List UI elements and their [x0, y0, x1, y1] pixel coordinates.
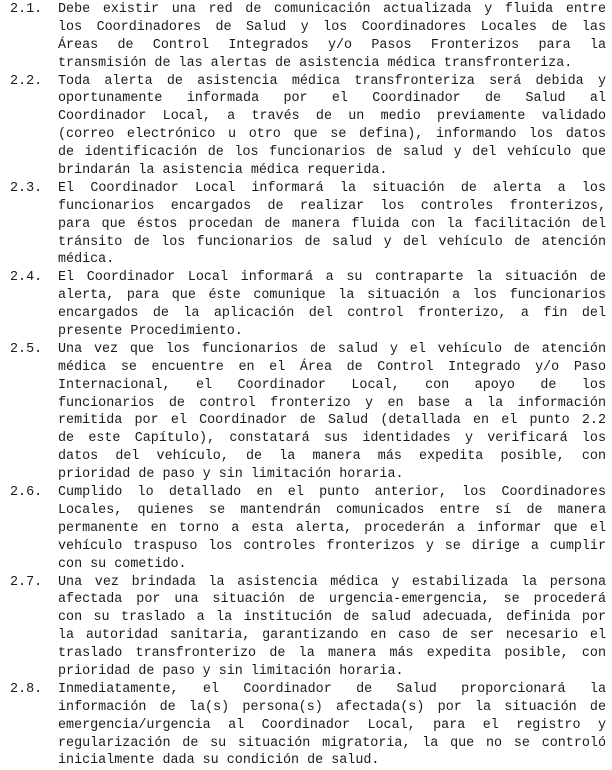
paragraph-number: 2.5.	[10, 341, 43, 357]
paragraph-line: remitida por el Coordinador de Salud (detallada en el punto 2.2	[58, 413, 606, 429]
numbered-paragraph	[0, 73, 612, 180]
paragraph-line: de este Capítulo), constatará sus identidades y verificará los	[58, 431, 606, 447]
paragraph-number: 2.4.	[10, 270, 43, 286]
paragraph-line: Coordinador Local, a través de un medio previamente validado	[58, 109, 606, 125]
paragraph-line: transmisión de las alertas de asistencia médica transfronteriza.	[58, 55, 573, 71]
paragraph-line: Internacional, el Coordinador Local, con apoyo de los	[58, 377, 606, 393]
paragraph-line: El Coordinador Local informará la situación de alerta a los	[58, 180, 606, 196]
paragraph-number: 2.2.	[10, 73, 43, 89]
paragraph-number: 2.3.	[10, 180, 43, 196]
paragraph-body	[58, 180, 606, 269]
paragraph-number: 2.7.	[10, 574, 43, 590]
paragraph-line: con su cometido.	[58, 556, 187, 572]
paragraph-line: Toda alerta de asistencia médica transfronteriza será debida y	[58, 73, 606, 89]
numbered-paragraph	[0, 341, 612, 484]
paragraph-line: permanente en torno a esta alerta, procederán a informar que el	[58, 520, 606, 536]
paragraph-line: afectada por una situación de urgencia-emergencia, se procederá	[58, 592, 606, 608]
paragraph-number: 2.6.	[10, 485, 43, 501]
paragraph-line: prioridad de paso y sin limitación horaria.	[58, 467, 404, 483]
paragraph-body	[58, 341, 606, 484]
paragraph-line: presente Procedimiento.	[58, 324, 243, 340]
paragraph-line: prioridad de paso y sin limitación horaria.	[58, 663, 404, 679]
paragraph-line: para que éstos procedan de manera fluida con la facilitación del	[58, 216, 606, 232]
paragraph-body	[58, 73, 606, 180]
paragraph-line: inicialmente dada su condición de salud.	[58, 753, 380, 769]
paragraph-line: de identificación de los funcionarios de salud y del vehículo que	[58, 145, 606, 161]
paragraph-line: El Coordinador Local informará a su contraparte la situación de	[58, 270, 606, 286]
paragraph-number: 2.8.	[10, 681, 43, 697]
numbered-paragraph	[0, 1, 612, 73]
numbered-paragraph	[0, 180, 612, 269]
paragraph-line: regularización de su situación migratoria, la que no se controló	[58, 735, 606, 751]
paragraph-line: médica.	[58, 252, 115, 268]
paragraph-line: alerta, para que éste comunique la situación a los funcionarios	[58, 288, 606, 304]
paragraph-line: emergencia/urgencia al Coordinador Local, para el registro y	[58, 717, 606, 733]
paragraph-line: Áreas de Control Integrados y/o Pasos Fronterizos para la	[58, 37, 606, 53]
numbered-paragraph	[0, 269, 612, 341]
paragraph-line: Cumplido lo detallado en el punto anterior, los Coordinadores	[58, 485, 606, 501]
paragraph-line: médica se encuentre en el Área de Control Integrado y/o Paso	[58, 359, 606, 375]
paragraph-body	[58, 269, 606, 341]
paragraph-line: Una vez que los funcionarios de salud y el vehículo de atención	[58, 341, 606, 357]
paragraph-line: funcionarios de control fronterizo y en base a la información	[58, 395, 606, 411]
paragraph-body	[58, 1, 606, 73]
numbered-paragraph	[0, 484, 612, 573]
paragraph-line: traslado transfronterizo de la manera más expedita posible, con	[58, 646, 606, 662]
paragraph-line: Locales, quienes se mantendrán comunicados entre sí de manera	[58, 502, 606, 518]
numbered-paragraph	[0, 574, 612, 681]
paragraph-line: funcionarios encargados de realizar los controles fronterizos,	[58, 198, 606, 214]
paragraph-line: vehículo traspuso los controles fronterizos y se dirige a cumplir	[58, 538, 606, 554]
paragraph-line: brindarán la asistencia médica requerida.	[58, 163, 388, 179]
paragraph-line: encargados de la aplicación del control fronterizo, a fin del	[58, 306, 606, 322]
paragraph-body	[58, 574, 606, 681]
paragraph-line: información de la(s) persona(s) afectada(s) por la situación de	[58, 699, 606, 715]
paragraph-body	[58, 681, 606, 770]
paragraph-line: datos del vehículo, de la manera más expedita posible, con	[58, 449, 606, 465]
numbered-paragraph	[0, 681, 612, 770]
paragraph-line: Debe existir una red de comunicación actualizada y fluida entre	[58, 2, 606, 17]
paragraph-line: Inmediatamente, el Coordinador de Salud proporcionará la	[58, 681, 606, 697]
paragraph-line: Una vez brindada la asistencia médica y estabilizada la persona	[58, 574, 606, 590]
paragraph-body	[58, 484, 606, 573]
paragraph-number: 2.1.	[10, 2, 43, 17]
paragraph-line: la autoridad sanitaria, garantizando en caso de ser necesario el	[58, 628, 606, 644]
paragraph-line: con su traslado a la institución de salud adecuada, definida por	[58, 610, 606, 626]
paragraph-line: los Coordinadores de Salud y los Coordinadores Locales de las	[58, 19, 606, 35]
paragraph-line: oportunamente informada por el Coordinador de Salud al	[58, 91, 606, 107]
paragraph-line: (correo electrónico u otro que se defina), informando los datos	[58, 127, 606, 143]
paragraph-line: tránsito de los funcionarios de salud y del vehículo de atención	[58, 234, 606, 250]
